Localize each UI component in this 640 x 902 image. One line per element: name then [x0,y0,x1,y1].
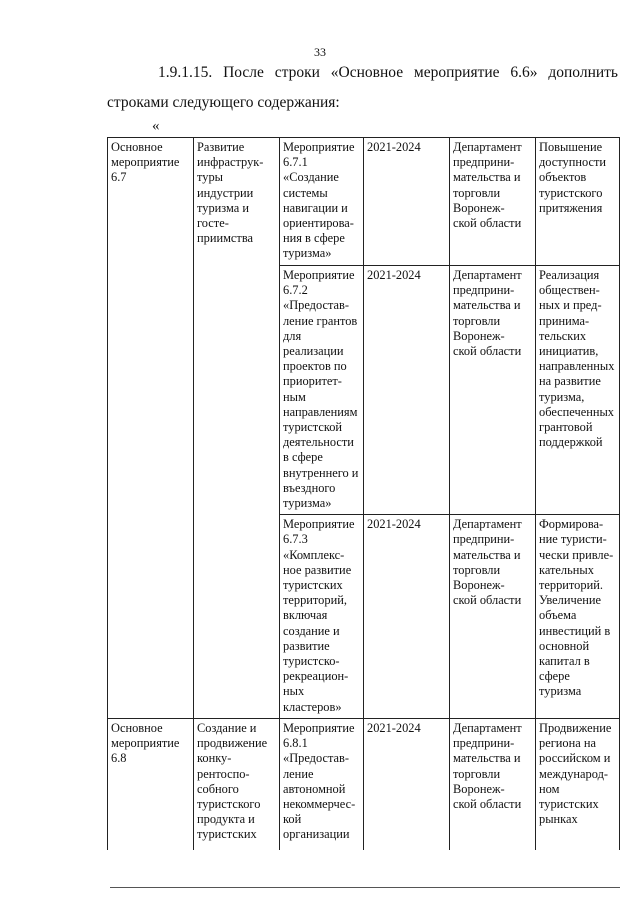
page-number: 33 [314,45,326,59]
period-text: 2021-2024 [367,720,421,735]
executor-text: Департамент предприни- мательства и торговли Воронеж- ской области [453,268,522,359]
result-cell [536,138,620,266]
executor-cell [450,138,536,266]
result-text: Повышение доступности объектов туристского притяжения [539,140,607,215]
event-text: Мероприятие 6.8.1 «Предостав- ление автономной некоммерчес- кой организации [283,720,356,842]
opening-quote-mark: « [152,118,160,134]
main-event-text: Основное мероприятие 6.7 [111,140,180,185]
period-cell [364,718,450,850]
result-text: Продвижение региона на российском и международ- ном туристских рынках [539,720,612,827]
period-text: 2021-2024 [367,140,421,154]
period-cell [364,266,450,515]
result-cell [536,718,620,850]
event-cell [280,515,364,719]
table-row [108,718,620,850]
main-event-name-text: Создание и продвижение конку- рентоспо- собного туристского продукта и туристских [197,720,268,842]
event-cell [280,138,364,266]
main-event-cell [108,138,194,719]
main-event-text: Основное мероприятие 6.8 [111,720,180,766]
event-text: Мероприятие 6.7.1 «Создание системы навигации и ориентирова- ния в сфере туризма» [283,140,355,261]
executor-cell [450,515,536,719]
amendment-text-line-1: 1.9.1.15. После строки «Основное мероприятие 6.6» дополнить [158,64,618,81]
main-event-name-cell [194,138,280,719]
main-event-name-text: Развитие инфраструк- туры индустрии туризма и госте- приимства [197,140,264,246]
event-text: Мероприятие 6.7.3 «Комплекс- ное развитие туристских территорий, включая создание и развитие туристско- рекреацион- ных кластеров» [283,517,355,714]
measures-table [107,137,620,850]
event-text: Мероприятие 6.7.2 «Предостав- ление грантов для реализации проектов по приоритет- ным направлениям туристской деятельности в сфере внутреннего и въездного туризма» [283,268,359,511]
executor-cell [450,266,536,515]
executor-text: Департамент предприни- мательства и торговли Воронеж- ской области [453,720,522,811]
amendment-text-line-2: строками следующего содержания: [107,94,340,111]
result-cell [536,266,620,515]
result-text: Реализация обществен- ных и пред- принима- тельских инициатив, направленных на развитие туризма, обеспеченных грантовой поддержкой [539,268,615,450]
table-row [108,138,620,266]
period-cell [364,138,450,266]
page-bottom-rule [110,887,620,888]
main-event-name-cell [194,718,280,850]
period-text: 2021-2024 [367,268,421,282]
executor-text: Департамент предприни- мательства и торговли Воронеж- ской области [453,140,522,231]
result-cell [536,515,620,719]
period-cell [364,515,450,719]
executor-text: Департамент предприни- мательства и торговли Воронеж- ской области [453,517,522,608]
result-text: Формирова- ние туристи- чески привле- кательных территорий. Увеличение объема инвестиций в основной капитал в сфере туризма [539,517,614,699]
executor-cell [450,718,536,850]
event-cell [280,266,364,515]
event-cell [280,718,364,850]
period-text: 2021-2024 [367,517,421,532]
main-event-cell [108,718,194,850]
